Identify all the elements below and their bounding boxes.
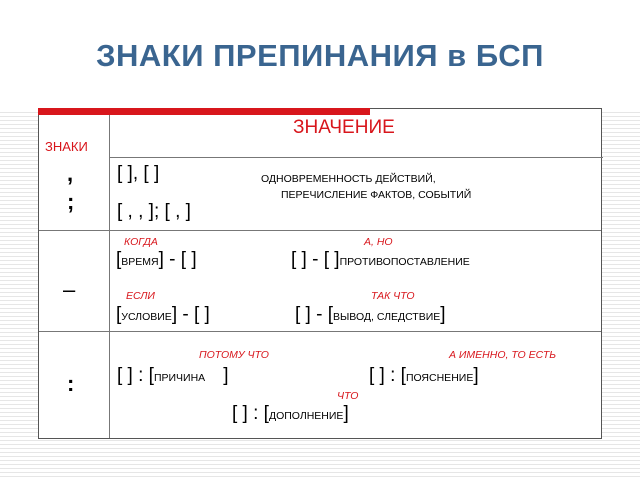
- formula-cause: [ ] : [ПРИЧИНА ]: [117, 365, 229, 386]
- note-esli: ЕСЛИ: [126, 290, 155, 302]
- sign-colon: :: [67, 371, 75, 396]
- formula-explanation: [ ] : [ПОЯСНЕНИЕ]: [369, 365, 479, 386]
- meaning-simultaneity: ОДНОВРЕМЕННОСТЬ ДЕЙСТВИЙ,: [261, 173, 436, 185]
- header-meaning: ЗНАЧЕНИЕ: [293, 117, 395, 138]
- row-divider-1: [39, 230, 601, 231]
- formula-contrast: [ ] - [ ]ПРОТИВОПОСТАВЛЕНИЕ: [291, 249, 470, 270]
- formula-consequence: [ ] - [ВЫВОД, СЛЕДСТВИЕ]: [295, 304, 446, 325]
- column-divider: [109, 109, 110, 438]
- sign-semicolon: ;: [67, 189, 75, 214]
- formula-comma: [ ], [ ]: [117, 163, 160, 184]
- note-a-no: А, НО: [364, 236, 393, 248]
- note-kogda: КОГДА: [124, 236, 158, 248]
- header-divider: [109, 157, 603, 158]
- note-chto: ЧТО: [337, 390, 359, 402]
- note-tak-chto: ТАК ЧТО: [371, 290, 415, 302]
- formula-addition: [ ] : [ДОПОЛНЕНИЕ]: [232, 403, 349, 424]
- formula-semicolon: [ , , ]; [ , ]: [117, 201, 191, 222]
- formula-condition: [УСЛОВИЕ] - [ ]: [116, 304, 210, 325]
- header-signs: ЗНАКИ: [45, 139, 88, 154]
- punctuation-table: [38, 108, 602, 439]
- header-accent-bar: [38, 108, 370, 115]
- sign-dash: –: [63, 277, 76, 302]
- meaning-enumeration: ПЕРЕЧИСЛЕНИЕ ФАКТОВ, СОБЫТИЙ: [281, 189, 472, 201]
- slide-title: ЗНАКИ ПРЕПИНАНИЯ в БСП: [96, 38, 544, 73]
- formula-time: [ВРЕМЯ] - [ ]: [116, 249, 197, 270]
- note-potomu-chto: ПОТОМУ ЧТО: [199, 349, 269, 361]
- row-divider-2: [39, 331, 601, 332]
- note-a-imenno: А ИМЕННО, ТО ЕСТЬ: [449, 349, 557, 361]
- sign-comma: ,: [67, 161, 74, 186]
